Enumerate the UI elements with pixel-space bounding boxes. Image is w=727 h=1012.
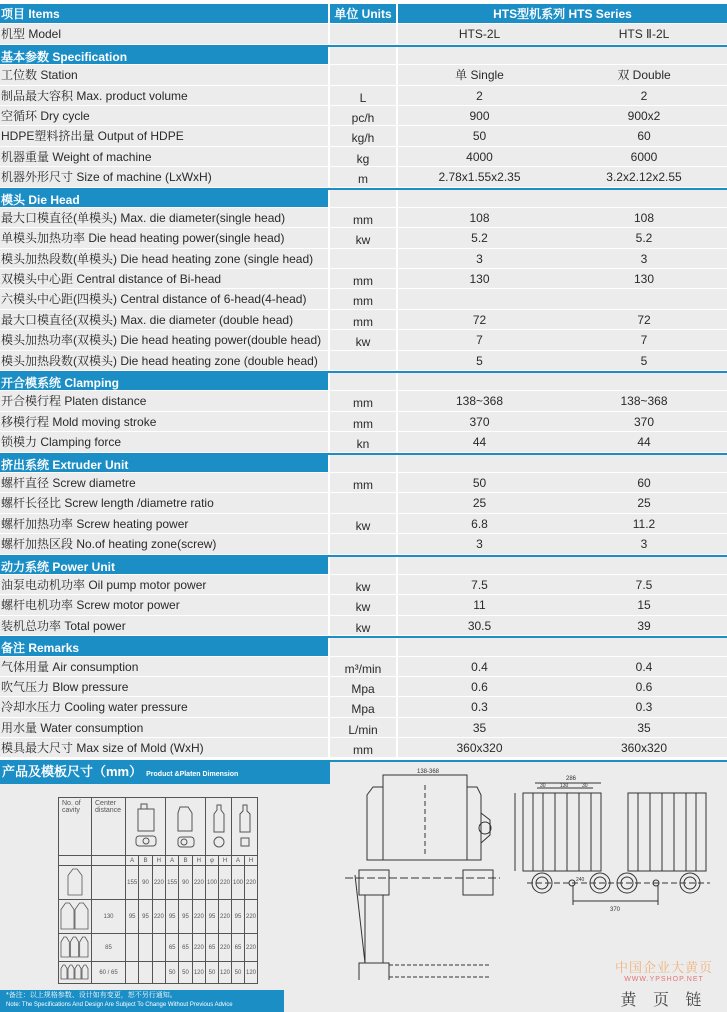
blank-cell [330,373,398,390]
row-label: 装机总功率 Total power [0,616,330,635]
row-unit: kg/h [330,126,398,145]
value-hts-2l: 50 [398,473,561,492]
table-row [0,677,727,697]
value-hts-2l: 0.3 [398,697,561,716]
value-hts-ii-2l: 900x2 [561,106,727,125]
model-row [0,24,727,44]
center-distance-value [92,866,126,900]
value-hts-ii-2l: 3 [561,534,727,553]
value-hts-ii-2l: 5.2 [561,228,727,247]
table-row [0,575,727,595]
table-row [0,514,727,534]
dimension-subheader: H [245,856,258,866]
blank-cell [330,638,398,655]
table-row [0,657,727,677]
value-hts-2l: 900 [398,106,561,125]
value-hts-2l: 7 [398,330,561,349]
value-hts-2l: 50 [398,126,561,145]
row-label: 双模头中心距 Central distance of Bi-head [0,269,330,288]
dimension-value: 95 [166,900,179,934]
value-hts-ii-2l: 60 [561,473,727,492]
product-dimension-table [58,797,258,984]
value-hts-ii-2l: 0.6 [561,677,727,696]
dimension-value: 95 [139,900,152,934]
platen-front-view [515,783,710,905]
dimension-value: 65 [232,934,245,962]
dimension-value: 220 [219,900,232,934]
four-bottles-icon [59,962,92,984]
dimension-value: 100 [206,866,219,900]
watermark-cn: 中国企业大黄页 [614,960,713,975]
value-hts-ii-2l: 15 [561,595,727,614]
row-label: 油泵电动机功率 Oil pump motor power [0,575,330,594]
dimension-value: 90 [179,866,192,900]
row-unit: mm [330,289,398,308]
blank-cell [398,638,727,655]
note-cn: *备注：以上规格参数、设计如有变更，恕不另行通知。 [6,992,177,999]
section-title: 动力系统 Power Unit [0,557,330,574]
table-row [0,616,727,636]
row-label: 螺杆直径 Screw diametre [0,473,330,492]
value-hts-2l: 44 [398,432,561,451]
value-hts-ii-2l: 39 [561,616,727,635]
value-hts-2l: 5 [398,351,561,370]
row-unit: kw [330,595,398,614]
row-unit: kw [330,616,398,635]
value-hts-ii-2l: 360x320 [561,738,727,757]
value-hts-ii-2l: 370 [561,412,727,431]
row-unit [330,24,398,43]
table-row [0,351,727,371]
row-unit: kn [330,432,398,451]
table-row [0,65,727,85]
blank-cell [330,47,398,64]
row-unit: kw [330,514,398,533]
table-row [0,330,727,350]
value-hts-2l: 2.78x1.55x2.35 [398,167,561,186]
table-row [0,147,727,167]
value-hts-2l: 370 [398,412,561,431]
cavity-header: No. of cavity [59,798,92,856]
row-unit [330,493,398,512]
blank-cell [398,47,727,64]
value-hts-2l: 4000 [398,147,561,166]
table-row [0,208,727,228]
table-row [0,167,727,187]
value-hts-2l: 138~368 [398,391,561,410]
dimension-subheader: H [192,856,205,866]
two-bottles-icon [59,900,92,934]
dimension-value: 120 [192,962,205,984]
square-bottle-icon [232,798,258,856]
platen-distance-label: 138-368 [417,769,440,775]
row-unit: mm [330,310,398,329]
value-hts-2l: 360x320 [398,738,561,757]
section-header [0,453,727,473]
value-hts-ii-2l: 3 [561,249,727,268]
dimension-value: 220 [192,900,205,934]
row-unit: mm [330,208,398,227]
blank-cell [92,856,126,866]
row-unit: mm [330,738,398,757]
table-row [0,249,727,269]
table-row [0,718,727,738]
dimension-subheader-row [59,856,258,866]
dimension-value: 220 [152,866,165,900]
watermark-brand: 黄 页 链 [620,992,708,1009]
row-label: 气体用量 Air consumption [0,657,330,676]
dimension-value: 220 [152,900,165,934]
row-label: 机器重量 Weight of machine [0,147,330,166]
blank-cell [398,190,727,207]
section-header [0,188,727,208]
dim-label-2: 130 [560,783,569,789]
value-hts-2l: 2 [398,86,561,105]
row-unit [330,65,398,84]
series-header: HTS型机系列 HTS Series [398,4,727,23]
row-unit: Mpa [330,677,398,696]
value-hts-2l: 3 [398,249,561,268]
dimension-value: 50 [206,962,219,984]
product-title: 产品及模板尺寸（mm） [2,764,143,779]
dimension-value: 65 [179,934,192,962]
row-unit: L [330,86,398,105]
center-distance-value: 130 [92,900,126,934]
value-hts-ii-2l: 7 [561,330,727,349]
dimension-value [152,962,165,984]
dimension-value: 100 [232,866,245,900]
dimension-subheader: A [166,856,179,866]
row-label: 螺杆加热区段 No.of heating zone(screw) [0,534,330,553]
dimension-value: 50 [232,962,245,984]
table-row [0,697,727,717]
round-bottle-icon [206,798,232,856]
table-row [0,595,727,615]
units-header: 单位 Units [330,4,398,23]
product-table-row [59,934,258,962]
value-hts-2l: 0.4 [398,657,561,676]
value-hts-ii-2l: 0.4 [561,657,727,676]
dimension-value [152,934,165,962]
platen-width-label: 286 [566,776,577,782]
value-hts-ii-2l: 138~368 [561,391,727,410]
value-hts-ii-2l: 11.2 [561,514,727,533]
dimension-value: 155 [126,866,139,900]
value-hts-ii-2l: 25 [561,493,727,512]
dimension-value: 50 [166,962,179,984]
row-unit: mm [330,269,398,288]
table-row [0,493,727,513]
dim-label-3: 30 [582,783,588,789]
value-hts-ii-2l: 7.5 [561,575,727,594]
section-header [0,555,727,575]
table-row [0,432,727,452]
items-header: 项目 Items [0,4,330,23]
row-label: 移模行程 Mold moving stroke [0,412,330,431]
row-label: 模头加热功率(双模头) Die head heating power(double head) [0,330,330,349]
blank-cell [398,373,727,390]
value-hts-ii-2l: 3.2x2.12x2.55 [561,167,727,186]
row-unit: mm [330,412,398,431]
row-label: 开合模行程 Platen distance [0,391,330,410]
dimension-value [139,934,152,962]
dimension-subheader: H [219,856,232,866]
row-label: 模头加热段数(单模头) Die head heating zone (single head) [0,249,330,268]
value-hts-ii-2l: 60 [561,126,727,145]
dimension-value: 90 [139,866,152,900]
value-hts-ii-2l: 72 [561,310,727,329]
value-hts-2l: 单 Single [398,65,561,84]
value-hts-ii-2l: 108 [561,208,727,227]
value-hts-2l: 0.6 [398,677,561,696]
row-unit: pc/h [330,106,398,125]
single-bottle-icon [59,866,92,900]
row-unit: kg [330,147,398,166]
value-hts-2l: 5.2 [398,228,561,247]
dimension-subheader: B [179,856,192,866]
center-distance-value: 85 [92,934,126,962]
section-header [0,45,727,65]
value-hts-ii-2l: 44 [561,432,727,451]
blank-cell [330,190,398,207]
row-label: 螺杆长径比 Screw length /diametre ratio [0,493,330,512]
row-unit [330,249,398,268]
table-row [0,106,727,126]
row-unit: kw [330,330,398,349]
row-label: 用水量 Water consumption [0,718,330,737]
row-label: 模具最大尺寸 Max size of Mold (WxH) [0,738,330,757]
table-row [0,228,727,248]
row-label: 机器外形尺寸 Size of machine (LxWxH) [0,167,330,186]
table-row [0,412,727,432]
dimension-value [139,962,152,984]
row-unit: m³/min [330,657,398,676]
jerrycan-icon [126,798,166,856]
dimension-value: 220 [192,866,205,900]
value-hts-2l: 35 [398,718,561,737]
dimension-value: 120 [245,962,258,984]
watermark-url[interactable]: WWW.YPSHOP.NET [624,976,704,983]
product-table-row [59,866,258,900]
three-bottles-icon [59,934,92,962]
dimension-value: 220 [245,934,258,962]
value-hts-ii-2l: 0.3 [561,697,727,716]
value-hts-ii-2l: 双 Double [561,65,727,84]
section-title: 挤出系统 Extruder Unit [0,455,330,472]
value-hts-2l: 7.5 [398,575,561,594]
dimension-value: 65 [206,934,219,962]
section-title: 备注 Remarks [0,638,330,655]
table-row [0,126,727,146]
blank-cell [330,557,398,574]
table-row [0,269,727,289]
model-hts-ii-2l: HTS Ⅱ-2L [561,24,727,43]
center-distance-header: Center distance [92,798,126,856]
product-table-row [59,962,258,984]
dimension-value: 120 [219,962,232,984]
row-unit: kw [330,228,398,247]
dimension-value: 220 [192,934,205,962]
section-title: 模头 Die Head [0,190,330,207]
table-row [0,473,727,493]
row-label: 冷却水压力 Cooling water pressure [0,697,330,716]
dimension-value: 95 [206,900,219,934]
dim-label-1: 30 [540,783,546,789]
flask-icon [166,798,206,856]
model-hts-2l: HTS-2L [398,24,561,43]
dimension-value [126,934,139,962]
row-unit: L/min [330,718,398,737]
blank-cell [398,557,727,574]
dimension-value: 220 [219,866,232,900]
note-en: Note: The Specifications And Design Are Subject To Change Without Previous Advice [6,1002,233,1008]
table-header [0,4,727,24]
row-label: 机型 Model [0,24,330,43]
blank-cell [59,856,92,866]
dimension-subheader: φ [206,856,219,866]
row-unit: mm [330,473,398,492]
row-unit: m [330,167,398,186]
dimension-subheader: B [139,856,152,866]
value-hts-ii-2l: 35 [561,718,727,737]
spec-table [0,4,727,758]
value-hts-ii-2l: 5 [561,351,727,370]
center-distance-value: 60 / 65 [92,962,126,984]
dimension-subheader: A [232,856,245,866]
row-unit [330,351,398,370]
value-hts-2l: 72 [398,310,561,329]
table-row [0,738,727,758]
dimension-subheader: H [152,856,165,866]
dimension-value: 220 [245,866,258,900]
dimension-value: 95 [179,900,192,934]
product-subtitle: Product &Platen Dimension [146,771,239,778]
value-hts-ii-2l: 2 [561,86,727,105]
table-row [0,289,727,309]
value-hts-2l: 11 [398,595,561,614]
row-label: 吹气压力 Blow pressure [0,677,330,696]
dimension-value: 220 [245,900,258,934]
center-label: 240 [576,877,585,883]
blank-cell [330,455,398,472]
product-section-header [0,760,330,784]
clamp-side-view [345,775,500,980]
value-hts-2l: 130 [398,269,561,288]
dimension-value: 50 [179,962,192,984]
spec-sections [0,45,727,759]
dimension-value [126,962,139,984]
row-label: 六模头中心距(四模头) Central distance of 6-head(4-head) [0,289,330,308]
product-table-row [59,900,258,934]
row-unit: Mpa [330,697,398,716]
value-hts-2l: 3 [398,534,561,553]
row-label: 单模头加热功率 Die head heating power(single head) [0,228,330,247]
row-label: 螺杆电机功率 Screw motor power [0,595,330,614]
platen-drawing [345,765,720,980]
dimension-value: 95 [126,900,139,934]
section-header [0,636,727,656]
product-platen-section [0,760,727,1012]
value-hts-2l: 6.8 [398,514,561,533]
row-unit: mm [330,391,398,410]
value-hts-2l: 25 [398,493,561,512]
table-row [0,391,727,411]
section-title: 基本参数 Specification [0,47,330,64]
value-hts-ii-2l: 130 [561,269,727,288]
section-header [0,371,727,391]
blank-cell [398,455,727,472]
table-row [0,86,727,106]
watermark [615,957,713,1010]
dimension-value: 220 [219,934,232,962]
value-hts-ii-2l [561,289,727,308]
dimension-value: 95 [232,900,245,934]
value-hts-2l: 108 [398,208,561,227]
row-unit [330,534,398,553]
row-label: 空循环 Dry cycle [0,106,330,125]
section-title: 开合模系统 Clamping [0,373,330,390]
value-hts-ii-2l: 6000 [561,147,727,166]
row-label: 模头加热段数(双模头) Die head heating zone (double head) [0,351,330,370]
section-divider [330,760,727,762]
disclaimer-note [0,990,284,1012]
row-label: 最大口模直径(双模头) Max. die diameter (double head) [0,310,330,329]
table-row [0,534,727,554]
stroke-label: 370 [610,907,621,913]
table-row [0,310,727,330]
value-hts-2l [398,289,561,308]
row-label: 工位数 Station [0,65,330,84]
dimension-value: 155 [166,866,179,900]
row-label: 最大口模直径(单模头) Max. die diameter(single head) [0,208,330,227]
row-label: 螺杆加热功率 Screw heating power [0,514,330,533]
dimension-subheader: A [126,856,139,866]
row-label: 制品最大容积 Max. product volume [0,86,330,105]
dimension-value: 65 [166,934,179,962]
row-unit: kw [330,575,398,594]
value-hts-2l: 30.5 [398,616,561,635]
row-label: 锁模力 Clamping force [0,432,330,451]
row-label: HDPE塑料挤出量 Output of HDPE [0,126,330,145]
